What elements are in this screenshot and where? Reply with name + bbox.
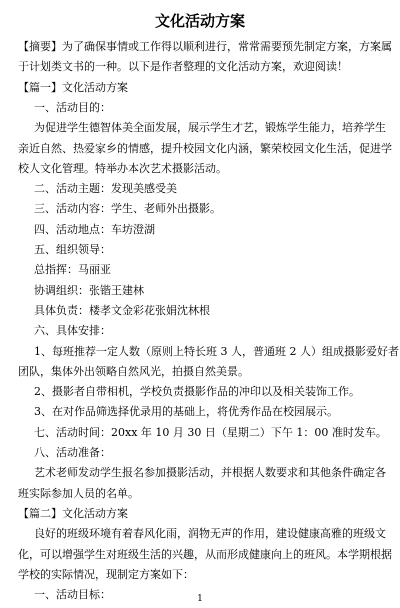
abstract-line-2: 于计划类文书的一种。以下是作者整理的文化活动方案，欢迎阅读！ (18, 60, 348, 74)
part1-leader-3: 具体负责：楼孝文金彩花张娟沈林根 (34, 303, 210, 317)
part1-purpose-line-1: 为促进学生德智体美全面发展，展示学生才艺，锻炼学生能力，培养学生 (34, 121, 386, 135)
part1-plan-1-line-2: 团队，集体外出领略自然风光，拍摄自然美景。 (18, 364, 249, 378)
part2-intro-line-3: 学校的实际情况，现制定方案如下： (18, 567, 194, 581)
part1-item-8: 八、活动准备： (34, 446, 111, 459)
part2-item-1: 一、活动目标： (34, 588, 111, 602)
page-number: 1 (197, 594, 203, 604)
part1-item-2: 二、活动主题：发现美感受美 (34, 182, 177, 196)
part1-prep-line-1: 艺术老师发动学生报名参加摄影活动，并根据人数要求和其他条件确定各 (34, 466, 386, 480)
part1-leader-2: 协调组织：张锴王建林 (34, 283, 144, 297)
part2-intro-line-2: 化，可以增强学生对班级生活的兴趣，从而形成健康向上的班风。本学期根据 (18, 547, 392, 561)
part1-plan-3: 3、在对作品筛选择优录用的基础上，将优秀作品在校园展示。 (34, 405, 338, 419)
part1-item-3: 三、活动内容：学生、老师外出摄影。 (34, 202, 221, 216)
abstract-line-1: 【摘要】为了确保事情或工作得以顺利进行，常常需要预先制定方案，方案属 (18, 40, 392, 53)
part1-plan-2: 2、摄影者自带相机，学校负责摄影作品的冲印以及相关装饰工作。 (34, 385, 360, 399)
part2-heading: 【篇二】文化活动方案 (18, 506, 128, 520)
part1-item-6: 六、具体安排： (34, 324, 111, 338)
part1-leader-1: 总指挥：马丽亚 (34, 263, 111, 277)
part1-item-1: 一、活动目的： (34, 100, 111, 114)
part1-item-7: 七、活动时间：20xx 年 10 月 30 日（星期二）下午 1：00 准时发车。 (34, 425, 387, 439)
document-title: 文化活动方案 (154, 12, 245, 30)
part1-item-5: 五、组织领导： (34, 243, 111, 256)
part1-heading: 【篇一】文化活动方案 (18, 80, 128, 94)
part1-purpose-line-2: 亲近自然、热爱家乡的情感，提升校园文化内涵，繁荣校园文化生活，促进学 (18, 141, 392, 155)
part1-purpose-line-3: 校人文化管理。特举办本次艺术摄影活动。 (18, 161, 227, 175)
part1-item-4: 四、活动地点：车坊澄湖 (34, 222, 155, 236)
part1-plan-1-line-1: 1、每班推荐一定人数（原则上特长班 3 人，普通班 2 人）组成摄影爱好者 (34, 344, 399, 358)
part2-intro-line-1: 良好的班级环境有着春风化雨，润物无声的作用，建设健康高雅的班级文 (34, 527, 386, 541)
part1-prep-line-2: 班实际参加人员的名单。 (18, 486, 139, 500)
